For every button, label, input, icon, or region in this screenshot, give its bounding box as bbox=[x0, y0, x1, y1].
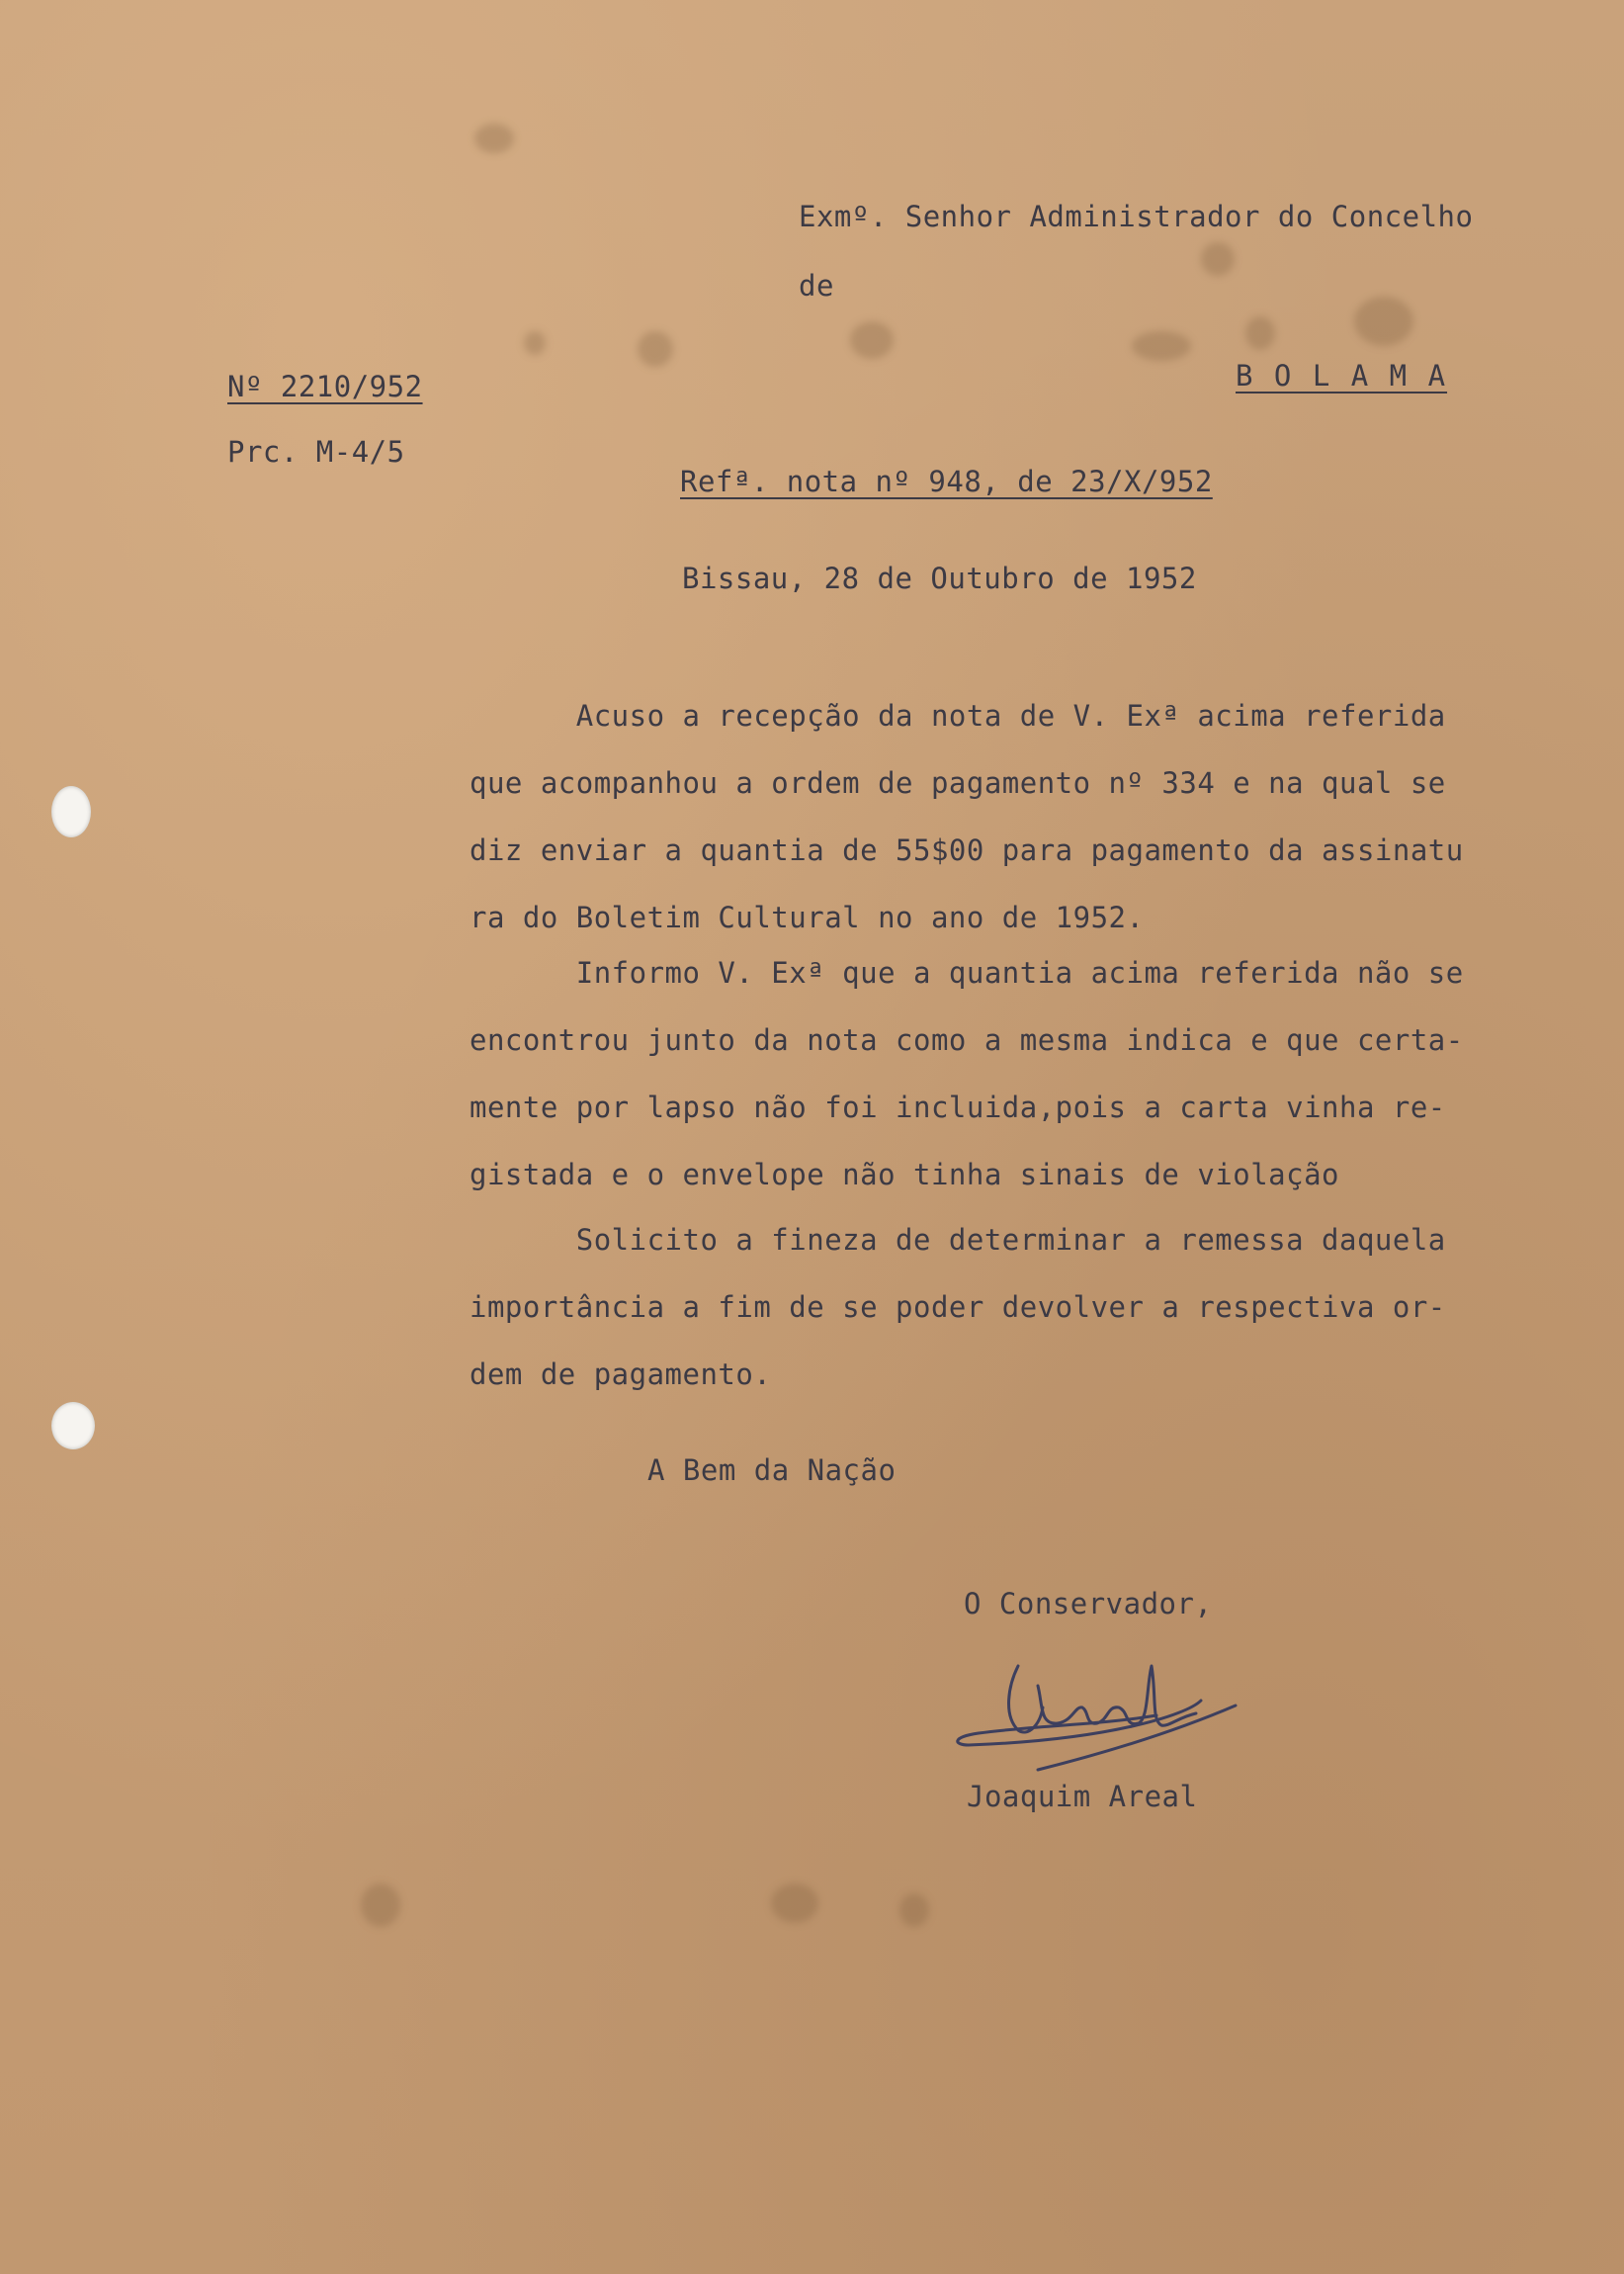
stain bbox=[638, 331, 673, 367]
stain bbox=[361, 1883, 400, 1927]
stain bbox=[1132, 331, 1191, 361]
text-line: gistada e o envelope não tinha sinais de violação bbox=[470, 1158, 1340, 1191]
stain bbox=[850, 321, 894, 359]
text-line: mente por lapso não foi incluida,pois a carta vinha re- bbox=[470, 1091, 1446, 1124]
addressee-de: de bbox=[799, 269, 834, 303]
text-line: encontrou junto da nota como a mesma indica e que certa- bbox=[470, 1023, 1464, 1057]
text-line: Acuso a recepção da nota de V. Exª acima referida bbox=[470, 699, 1446, 733]
date-line: Bissau, 28 de Outubro de 1952 bbox=[682, 562, 1197, 595]
text-line: importância a fim de se poder devolver a respectiva or- bbox=[470, 1290, 1446, 1324]
document-number: Nº 2210/952 bbox=[227, 370, 423, 403]
text-line: diz enviar a quantia de 55$00 para pagamento da assinatu bbox=[470, 833, 1464, 867]
paragraph-3 bbox=[470, 1206, 1567, 1408]
stain bbox=[1245, 316, 1275, 350]
punch-hole bbox=[51, 786, 91, 837]
stain bbox=[474, 124, 514, 153]
text-line: ra do Boletim Cultural no ano de 1952. bbox=[470, 901, 1145, 934]
punch-hole bbox=[51, 1402, 95, 1449]
stain bbox=[771, 1883, 818, 1923]
handwritten-signature bbox=[949, 1646, 1245, 1775]
text-line: Solicito a fineza de determinar a remessa daquela bbox=[470, 1223, 1446, 1257]
signatory-title: O Conservador, bbox=[964, 1587, 1213, 1620]
stain bbox=[1354, 297, 1413, 346]
stain bbox=[1201, 242, 1235, 276]
paragraph-1 bbox=[470, 682, 1567, 951]
process-reference: Prc. M-4/5 bbox=[227, 435, 405, 469]
addressee-line: Exmº. Senhor Administrador do Concelho bbox=[799, 200, 1474, 233]
reference-line: Refª. nota nº 948, de 23/X/952 bbox=[680, 465, 1213, 498]
paragraph-2 bbox=[470, 939, 1567, 1208]
signatory-name: Joaquim Areal bbox=[967, 1780, 1198, 1813]
stain bbox=[524, 331, 546, 355]
stain bbox=[899, 1893, 929, 1927]
text-line: que acompanhou a ordem de pagamento nº 334 e na qual se bbox=[470, 766, 1446, 800]
addressee-place: B O L A M A bbox=[1236, 359, 1448, 393]
closing-salutation: A Bem da Nação bbox=[647, 1453, 897, 1487]
text-line: dem de pagamento. bbox=[470, 1357, 772, 1391]
text-line: Informo V. Exª que a quantia acima referida não se bbox=[470, 956, 1464, 990]
